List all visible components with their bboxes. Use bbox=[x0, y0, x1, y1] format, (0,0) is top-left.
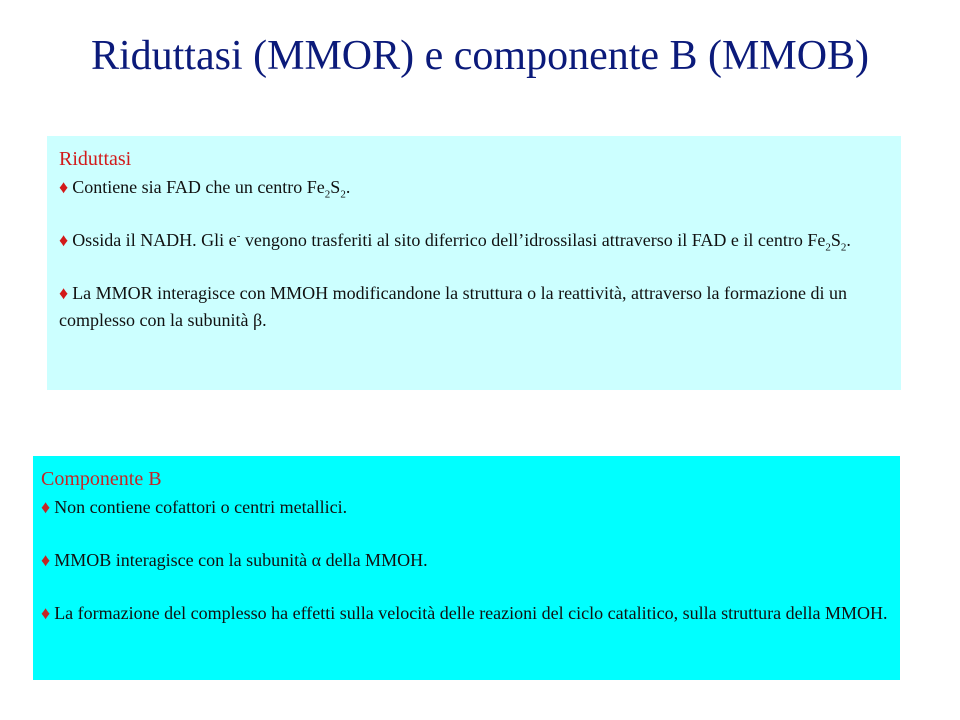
componente-b-heading: Componente B bbox=[41, 468, 162, 490]
diamond-bullet-icon: ♦ bbox=[41, 497, 51, 517]
diamond-bullet-icon: ♦ bbox=[41, 603, 51, 623]
alpha-symbol: α bbox=[311, 550, 322, 570]
componente-b-point-1: ♦ Non contiene cofattori o centri metallici. bbox=[41, 497, 348, 517]
riduttasi-point-2: ♦ Ossida il NADH. Gli e- vengono trasferiti al sito diferrico dell’idrossilasi attraverso il FAD e il centro $Fe_2S_2$. bbox=[59, 230, 851, 254]
diamond-bullet-icon: ♦ bbox=[59, 230, 69, 250]
riduttasi-point-1: ♦ Contiene sia FAD che un centro $Fe_2S_2$. bbox=[59, 177, 351, 201]
componente-b-box bbox=[33, 456, 900, 680]
riduttasi-point-3: ♦ La MMOR interagisce con MMOH modificandone la struttura o la reattività, attraverso la formazione di un complesso con la subunità β. bbox=[59, 283, 847, 330]
diamond-bullet-icon: ♦ bbox=[59, 283, 69, 303]
riduttasi-box bbox=[47, 136, 901, 390]
slide-title: Riduttasi (MMOR) e componente B (MMOB) bbox=[90, 33, 870, 79]
beta-symbol: β bbox=[252, 310, 263, 330]
diamond-bullet-icon: ♦ bbox=[41, 550, 51, 570]
riduttasi-heading: Riduttasi bbox=[59, 148, 132, 170]
componente-b-point-2: ♦ MMOB interagisce con la subunità α della MMOH. bbox=[41, 550, 428, 570]
diamond-bullet-icon: ♦ bbox=[59, 177, 69, 197]
componente-b-point-3: ♦ La formazione del complesso ha effetti sulla velocità delle reazioni del ciclo catalitico, sulla struttura della MMOH. bbox=[41, 603, 888, 623]
